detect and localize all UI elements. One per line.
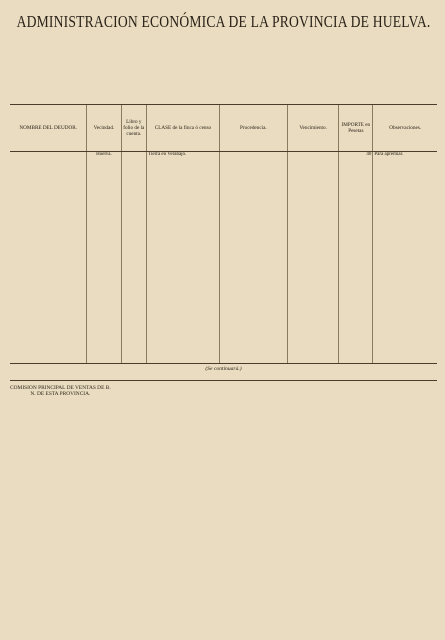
table-row	[10, 152, 437, 159]
cell-importe	[339, 357, 373, 364]
header-procedencia: Procedencia.	[219, 105, 287, 152]
header-vecindad: Vecindad.	[87, 105, 121, 152]
cell-clase: Tierra en Verabajo.	[147, 152, 220, 159]
cell-vencimiento	[288, 357, 339, 364]
debtor-table	[10, 104, 437, 364]
header-importe: IMPORTE en Pesetas	[339, 105, 373, 152]
cell-vecindad	[87, 357, 121, 364]
text-column-2	[119, 385, 220, 549]
cell-debtor-name	[10, 152, 87, 159]
column-text	[336, 387, 437, 537]
text-column-4	[336, 385, 437, 549]
header-debtor-name: NOMBRE DEL DEUDOR.	[10, 105, 87, 152]
column-text	[10, 399, 111, 549]
text-column-3	[228, 385, 329, 549]
column-text	[228, 387, 329, 537]
cell-importe: 40	[339, 152, 373, 159]
cell-vencimiento	[288, 152, 339, 159]
cell-libro-folio	[121, 152, 147, 159]
cell-procedencia	[219, 357, 287, 364]
text-column-1	[10, 385, 111, 549]
cell-vecindad: Huelva.	[87, 152, 121, 159]
document-title: ADMINISTRACION ECONÓMICA DE LA PROVINCIA DE HUELVA.	[16, 12, 431, 31]
cell-debtor-name	[10, 357, 87, 364]
header-vencimiento: Vencimiento.	[288, 105, 339, 152]
header-clase: CLASE de la finca ó censo	[147, 105, 220, 152]
header-libro-folio: Libro y folio de la cuenta.	[121, 105, 147, 152]
table-body	[10, 152, 437, 364]
section-divider	[10, 380, 437, 381]
table-row	[10, 357, 437, 364]
cell-procedencia	[219, 152, 287, 159]
text-columns	[10, 385, 437, 549]
table-continuation-note: (Se continuará.)	[205, 365, 242, 372]
column-text	[119, 387, 220, 537]
column-heading: COMISION PRINCIPAL DE VENTAS DE B. N. DE ESTA PROVINCIA.	[10, 384, 111, 397]
cell-libro-folio	[121, 357, 147, 364]
cell-observaciones: Para apremiar.	[373, 152, 437, 159]
cell-observaciones	[373, 357, 437, 364]
header-observaciones: Observaciones.	[373, 105, 437, 152]
cell-clase	[147, 357, 220, 364]
intro-paragraph	[10, 40, 437, 100]
table-header-row	[10, 105, 437, 152]
